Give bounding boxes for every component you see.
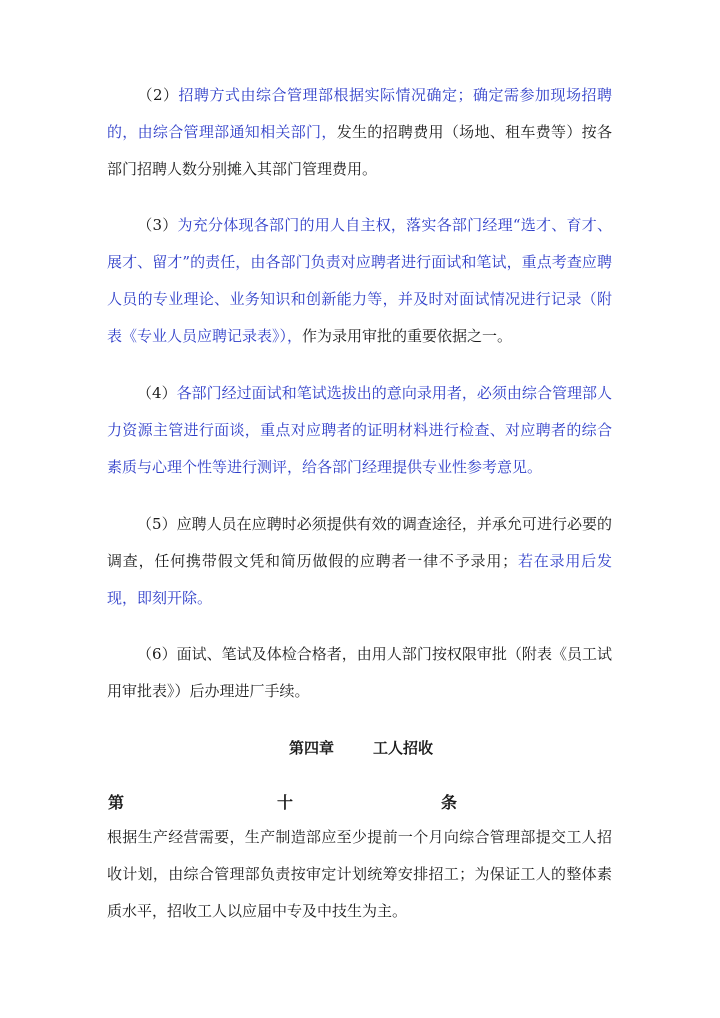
paragraph-blue-text: 为充分体现各部门的用人自主权，落实各部门经理“选才、育才、展才、留才”的责任，由各部门负责对应聘者进行面试和笔试，重点考查应聘人员的专业理论、业务知识和创新能力等，并及时对面试情况进行记录（附表《专业人员应聘记录表》），: [107, 216, 613, 345]
article-char-3: 条: [441, 793, 458, 812]
paragraph-5: [107, 506, 612, 617]
paragraph-6: [107, 636, 612, 710]
paragraph-blue-text: 各部门经过面试和笔试选拔出的意向录用者，必须由综合管理部人力资源主管进行面谈，重点对应聘者的证明材料进行检查、对应聘者的综合素质与心理个性等进行测评，给各部门经理提供专业性参考意见。: [107, 384, 612, 476]
article-char-1: 第: [108, 793, 125, 812]
paragraph-number: （3）: [137, 216, 178, 234]
paragraph-black-text: 作为录用审批的重要依据之一。: [302, 327, 513, 345]
paragraph-blue-tail: 若在录用后发现，即刻开除。: [107, 552, 612, 607]
paragraph-number: （5）: [137, 515, 177, 533]
paragraph-black-text: 发生的招聘费用（场地、租车费等）按各部门招聘人数分别摊入其部门管理费用。: [107, 123, 612, 178]
paragraph-2: [107, 77, 612, 188]
paragraph-number: （4）: [137, 384, 177, 402]
paragraph-4: [107, 375, 612, 486]
paragraph-black-text: 应聘人员在应聘时必须提供有效的调查途径，并承允可进行必要的调查，任何携带假文凭和简历做假的应聘者一律不予录用；: [107, 515, 612, 570]
paragraph-blue-text: 招聘方式由综合管理部根据实际情况确定；确定需参加现场招聘的，由综合管理部通知相关部门，: [107, 86, 612, 141]
chapter-number: 第四章: [289, 739, 335, 757]
article-heading: [0, 788, 720, 818]
chapter-title: 工人招收: [373, 739, 434, 757]
article-char-2: 十: [277, 793, 294, 812]
paragraph-number: （6）: [137, 645, 177, 663]
chapter-heading: [0, 733, 720, 763]
article-body: 根据生产经营需要，生产制造部应至少提前一个月向综合管理部提交工人招收计划，由综合管理部负责按审定计划统筹安排招工；为保证工人的整体素质水平，招收工人以应届中专及中技生为主。: [107, 828, 612, 920]
paragraph-black-text: 面试、笔试及体检合格者，由用人部门按权限审批（附表《员工试用审批表》）后办理进厂手续。: [107, 645, 612, 700]
paragraph-number: （2）: [137, 86, 179, 104]
paragraph-3: [107, 207, 612, 355]
